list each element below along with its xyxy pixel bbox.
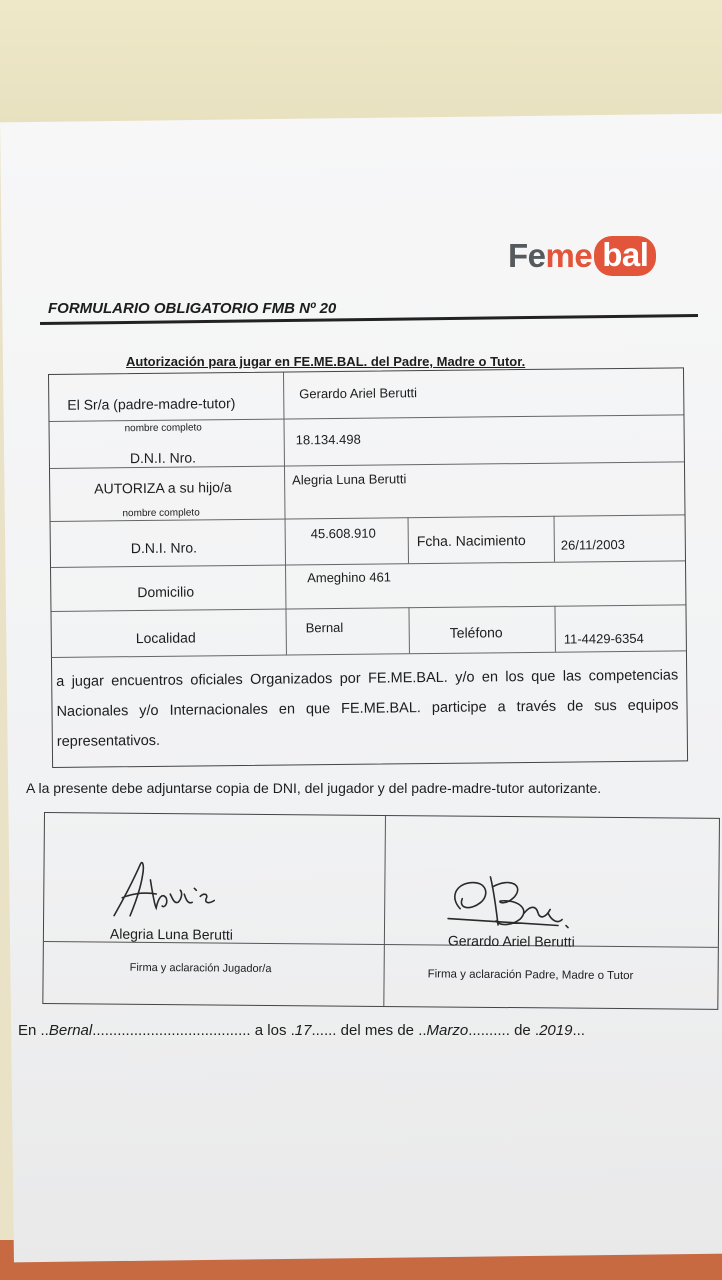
birthdate-label: Fcha. Nacimiento [416,532,526,550]
row-divider [52,650,686,658]
parent-signature-image [440,868,591,935]
player-signature-caption: Firma y aclaración Jugador/a [129,961,272,975]
child-label: AUTORIZA a su hijo/a [94,479,232,497]
form-subtitle: Autorización para jugar en FE.ME.BAL. del Padre, Madre o Tutor. [126,354,526,369]
child-name-value: Alegria Luna Berutti [292,471,407,488]
year-value: 2019 [539,1022,573,1039]
month-value: Marzo [426,1022,469,1039]
parent-name-printed: Gerardo Ariel Berutti [447,932,575,950]
signature-divider [383,816,386,1006]
phone-label: Teléfono [449,624,503,641]
form-title: FORMULARIO OBLIGATORIO FMB Nº 20 [48,300,337,317]
column-divider [408,607,409,653]
column-divider [283,373,287,655]
authorization-table [48,367,688,768]
birthdate-value: 26/11/2003 [560,536,626,553]
place-value: Bernal [48,1022,93,1039]
authorization-paragraph: a jugar encuentros oficiales Organizados por FE.ME.BAL. y/o en los que las competencias Nacionales y/o Internacionales en que FE.ME.BAL. participe a través de sus equipos representativos. [56,667,679,750]
signature-divider [44,941,718,948]
attachment-note: A la presente debe adjuntarse copia de DNI, del jugador y del padre-madre-tutor autorizante. [26,780,602,796]
child-dni-value: 45.608.910 [310,525,376,542]
child-dni-label: D.N.I. Nro. [130,539,198,557]
parent-dni-label: D.N.I. Nro. [129,449,197,467]
date-line: En ..Bernal...................................... a los .17...... del mes de ..Marzo.......... de .2019... [18,1022,585,1039]
address-value: Ameghino 461 [307,569,392,586]
day-value: 17 [294,1022,312,1039]
femebal-logo: Fe me bal [508,236,656,276]
signature-table [42,812,720,1010]
city-label: Localidad [135,629,196,647]
child-sublabel: nombre completo [122,507,200,520]
parent-signature-caption: Firma y aclaración Padre, Madre o Tutor [427,968,634,983]
column-divider [554,606,555,652]
row-divider [49,414,683,422]
row-divider [51,604,685,612]
player-name-printed: Alegria Luna Berutti [109,925,233,943]
parent-label: El Sr/a (padre-madre-tutor) [67,395,236,413]
parent-sublabel: nombre completo [124,422,202,435]
address-label: Domicilio [137,583,195,601]
city-value: Bernal [305,619,344,636]
column-divider [408,517,409,563]
parent-name-value: Gerardo Ariel Berutti [299,385,418,402]
parent-dni-value: 18.134.498 [295,431,361,448]
player-signature-image [104,858,235,923]
row-divider [51,560,685,568]
column-divider [554,516,555,562]
phone-value: 11-4429-6354 [563,630,644,647]
